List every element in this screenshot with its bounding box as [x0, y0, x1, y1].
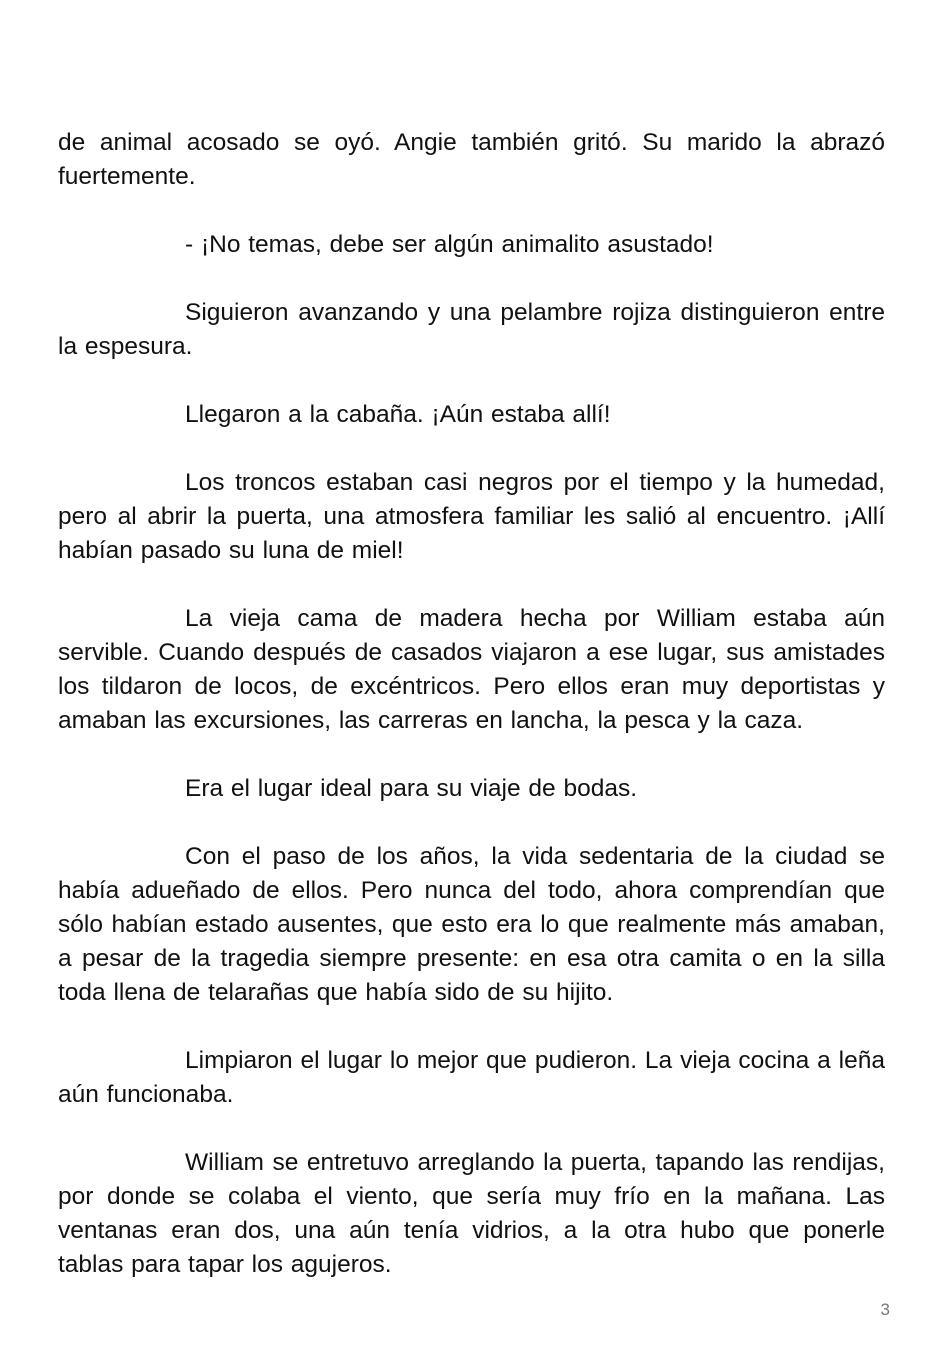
paragraph: de animal acosado se oyó. Angie también gritó. Su marido la abrazó fuertemente. — [58, 129, 885, 190]
paragraph: Los troncos estaban casi negros por el tiempo y la humedad, pero al abrir la puerta, una atmosfera familiar les salió al encuentro. ¡Allí habían pasado su luna de miel! — [58, 469, 885, 564]
paragraph: William se entretuvo arreglando la puerta, tapando las rendijas, por donde se colaba el viento, que sería muy frío en la mañana. Las ventanas eran dos, una aún tenía vidrios, a la otra hubo que ponerle tablas para tapar los agujeros. — [58, 1149, 885, 1278]
paragraph: - ¡No temas, debe ser algún animalito asustado! — [185, 231, 714, 258]
paragraph: Con el paso de los años, la vida sedentaria de la ciudad se había adueñado de ellos. Pero nunca del todo, ahora comprendían que sólo habían estado ausentes, que esto era lo que realmente más amaban, a pesar de la tragedia siempre presente: en esa otra camita o en la silla toda llena de telarañas que había sido de su hijito. — [58, 843, 885, 1006]
page-number: 3 — [880, 1300, 890, 1319]
paragraph: Llegaron a la cabaña. ¡Aún estaba allí! — [185, 401, 611, 428]
paragraph: La vieja cama de madera hecha por William estaba aún servible. Cuando después de casados viajaron a ese lugar, sus amistades los tildaron de locos, de excéntricos. Pero ellos eran muy deportistas y amaban las excursiones, las carreras en lancha, la pesca y la caza. — [58, 605, 885, 734]
paragraph: Era el lugar ideal para su viaje de bodas. — [185, 775, 638, 802]
paragraph: Siguieron avanzando y una pelambre rojiza distinguieron entre la espesura. — [58, 299, 885, 360]
page-body — [58, 126, 885, 1316]
paragraph: Limpiaron el lugar lo mejor que pudieron. La vieja cocina a leña aún funcionaba. — [58, 1047, 885, 1108]
